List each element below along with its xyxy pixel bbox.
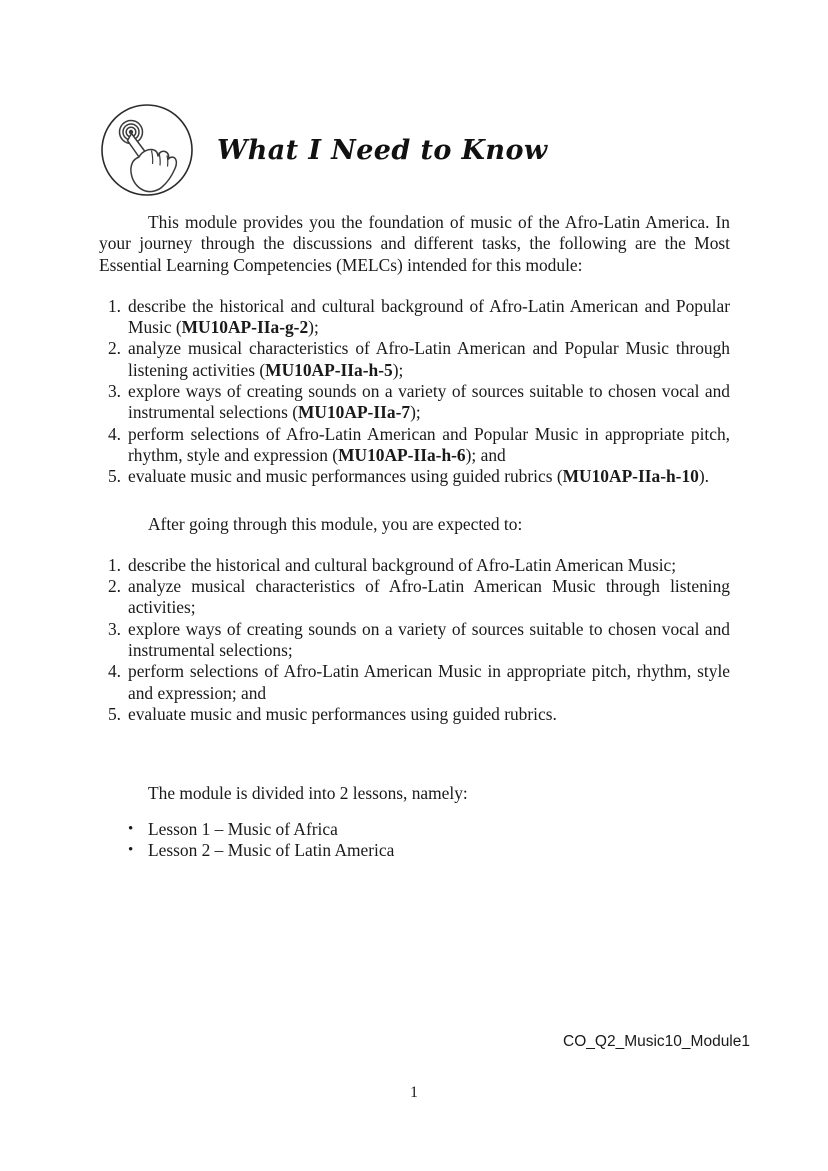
objectives-lead-in: After going through this module, you are expected to: <box>148 513 523 534</box>
melc-code: MU10AP-IIa-7 <box>298 402 411 423</box>
lessons-lead-in: The module is divided into 2 lessons, namely: <box>148 783 468 804</box>
list-item: explore ways of creating sounds on a variety of sources suitable to chosen vocal and instrumental selections; <box>128 618 730 661</box>
melc-code: MU10AP-IIa-h-5 <box>265 359 393 380</box>
intro-paragraph: This module provides you the foundation of music of the Afro-Latin America. In your journey through the discussions and different tasks, the following are the Most Essential Learning Competencies (MELCs) intended for this module: <box>99 212 730 275</box>
objectives-list <box>99 555 730 725</box>
melc-text-before: describe the historical and cultural background of Afro-Latin American and Popular Music ( <box>128 295 730 338</box>
list-item <box>99 466 730 487</box>
page-number: 1 <box>410 1084 418 1101</box>
lessons-list <box>99 819 730 862</box>
melc-code: MU10AP-IIa-h-6 <box>338 444 466 465</box>
list-item <box>99 381 730 424</box>
page-title: What I Need to Know <box>217 134 548 166</box>
list-item <box>99 296 730 339</box>
melc-text-after: ); <box>410 402 421 423</box>
list-item: describe the historical and cultural background of Afro-Latin American Music; <box>128 554 677 575</box>
melc-text-before: explore ways of creating sounds on a variety of sources suitable to chosen vocal and instrumental selections ( <box>128 381 730 423</box>
melc-code: MU10AP-IIa-h-10 <box>562 466 699 487</box>
melc-text-after: ). <box>698 466 709 487</box>
melc-text-after: ); and <box>465 444 506 465</box>
module-code-footer: CO_Q2_Music10_Module1 <box>563 1033 750 1050</box>
list-item: analyze musical characteristics of Afro-Latin American Music through listening activities; <box>128 576 730 618</box>
melc-text-before: analyze musical characteristics of Afro-Latin American and Popular Music through listening activities ( <box>128 338 730 380</box>
melc-text-before: evaluate music and music performances using guided rubrics ( <box>128 466 563 487</box>
spacer <box>99 276 730 296</box>
list-item: evaluate music and music performances using guided rubrics. <box>128 703 557 724</box>
list-item <box>99 338 730 381</box>
spacer <box>99 805 730 819</box>
list-item <box>99 424 730 467</box>
melc-list <box>99 296 730 488</box>
melc-text-before: perform selections of Afro-Latin American and Popular Music in appropriate pitch, rhythm, style and expression ( <box>128 423 730 465</box>
list-item: perform selections of Afro-Latin American Music in appropriate pitch, rhythm, style and expression; and <box>128 661 730 703</box>
list-item: • Lesson 1 – Music of Africa <box>99 819 730 841</box>
list-item: • Lesson 2 – Music of Latin America <box>99 840 730 862</box>
hand-tap-icon <box>99 102 195 198</box>
melc-text-after: ); <box>308 317 319 338</box>
section-header <box>99 100 729 200</box>
melc-code: MU10AP-IIa-g-2 <box>181 317 309 338</box>
spacer <box>99 488 730 514</box>
melc-text-after: ); <box>392 359 404 380</box>
document-body <box>99 212 730 862</box>
spacer <box>99 725 730 783</box>
spacer <box>99 535 730 555</box>
